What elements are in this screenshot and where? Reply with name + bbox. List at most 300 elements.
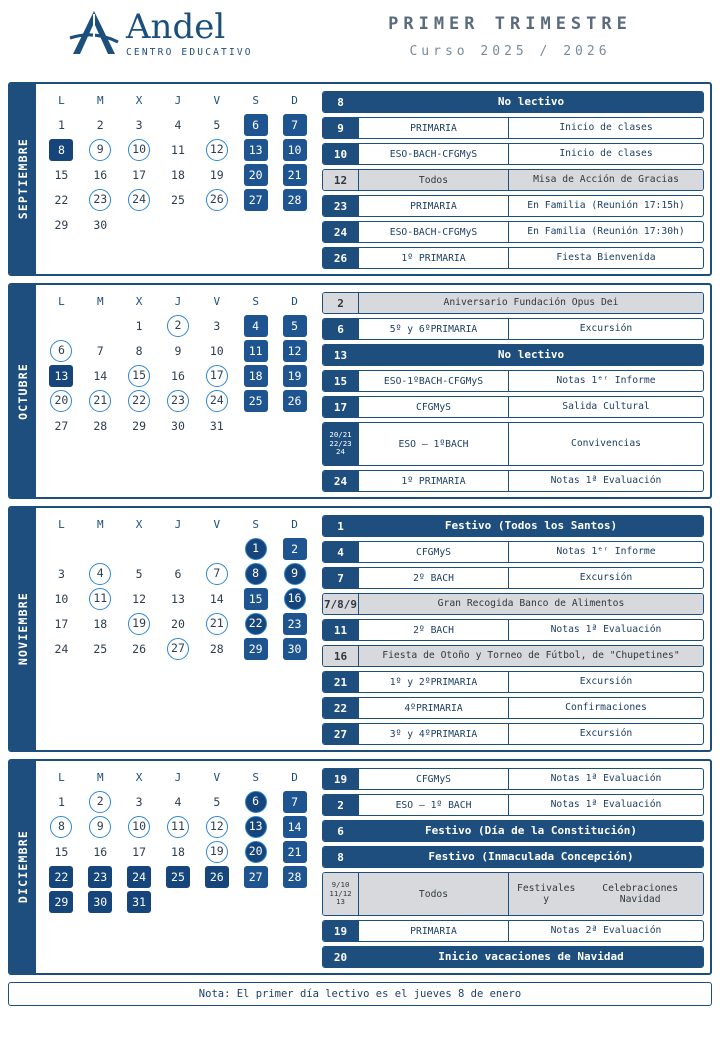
calendar-cell [197,561,236,586]
day-number[interactable]: 3 [135,117,143,132]
day-number[interactable]: 15 [244,588,268,610]
logo-name: Andel [126,7,226,47]
day-number[interactable]: 11 [167,816,189,838]
weekday-header: V [213,295,221,308]
day-number[interactable]: 18 [93,616,108,631]
day-number[interactable]: 16 [93,844,108,859]
event-date: 19 [323,769,359,789]
calendar-week-row [42,789,314,814]
day-number[interactable]: 9 [89,816,111,838]
day-number[interactable]: 22 [128,390,150,412]
day-number[interactable]: 5 [213,117,221,132]
event-row [322,221,704,243]
calendar-cell [81,636,120,661]
event-row [322,794,704,816]
day-empty [166,891,190,913]
event-row [322,946,704,968]
day-number[interactable]: 3 [57,566,65,581]
weekday-header: J [174,94,182,107]
calendar-week-row [42,636,314,661]
day-number[interactable]: 27 [244,189,268,211]
calendar-cell [81,413,120,438]
calendar-cell [236,162,275,187]
calendar-cell [197,338,236,363]
day-number[interactable]: 12 [132,591,147,606]
calendar-cell [275,536,314,561]
event-row [322,619,704,641]
weekday-header: J [174,295,182,308]
event-description: Gran Recogida Banco de Alimentos [359,594,703,614]
day-number[interactable]: 21 [283,164,307,186]
event-audience: Todos [359,170,509,190]
event-date: 16 [323,646,359,666]
day-number[interactable]: 21 [283,841,307,863]
event-description: Notas 1ª Evaluación [550,799,662,811]
day-number[interactable]: 7 [206,563,228,585]
month-label-text: SEPTIEMBRE [16,138,30,220]
calendar-cell [275,313,314,338]
calendar-week-row [42,611,314,636]
event-description: Misa de Acción de Gracias [509,170,703,190]
event-row [322,422,704,466]
day-number[interactable]: 15 [54,844,69,859]
day-number[interactable]: 4 [244,315,268,337]
event-date: 8 [323,847,359,867]
event-description: Confirmaciones [565,702,647,714]
event-audience: 5º y 6ºPRIMARIA [359,319,509,339]
day-number[interactable]: 2 [89,791,111,813]
event-date: 9 [323,118,359,138]
day-number[interactable]: 8 [49,139,73,161]
day-empty [283,415,307,437]
day-number[interactable]: 19 [128,613,150,635]
school-logo [8,8,308,60]
event-audience: CFGMyS [359,769,509,789]
day-number[interactable]: 28 [93,418,108,433]
month-block-septiembre [8,82,712,276]
event-audience: 1º PRIMARIA [359,248,509,268]
event-date: 21 [323,672,359,692]
day-number[interactable]: 14 [209,591,224,606]
calendar-cell [197,864,236,889]
day-number[interactable]: 3 [213,318,221,333]
logo-subtitle: CENTRO EDUCATIVO [126,47,253,58]
day-number[interactable]: 26 [283,390,307,412]
calendar-cell [159,363,198,388]
day-number[interactable]: 23 [167,390,189,412]
event-row [322,117,704,139]
day-number[interactable]: 6 [244,114,268,136]
event-description: Salida Cultural [562,401,650,413]
month-label [10,761,36,973]
event-date: 22 [323,698,359,718]
event-list [316,290,706,492]
calendar-cell [120,363,159,388]
day-number[interactable]: 24 [54,641,69,656]
calendar-cell [236,789,275,814]
calendar-cell [81,889,120,914]
calendar-cell [81,561,120,586]
calendar-cell [81,137,120,162]
day-number[interactable]: 2 [283,538,307,560]
calendar-cell [120,636,159,661]
day-number[interactable]: 25 [166,866,190,888]
day-number[interactable]: 11 [244,340,268,362]
weekday-header: D [291,295,298,308]
day-number[interactable]: 26 [205,866,229,888]
event-description: Notas 2ª Evaluación [550,925,662,937]
calendar-cell [81,586,120,611]
calendar-cell [120,137,159,162]
calendar-cell [236,137,275,162]
calendar-cell [236,864,275,889]
calendar-cell [120,388,159,413]
month-body [36,84,710,274]
event-row [322,697,704,719]
weekday-header: M [96,518,104,531]
month-label-text: NOVIEMBRE [16,592,30,666]
calendar-cell [275,789,314,814]
day-number[interactable]: 10 [128,816,150,838]
calendar-week-row [42,162,314,187]
page-header [8,0,712,82]
event-date: 23 [323,196,359,216]
calendar-cell [81,187,120,212]
day-number[interactable]: 5 [213,794,221,809]
day-number[interactable]: 1 [57,794,65,809]
calendar-cell [236,814,275,839]
day-number[interactable]: 28 [283,866,307,888]
day-number[interactable]: 11 [89,588,111,610]
calendar-cell [197,636,236,661]
day-number[interactable]: 16 [284,588,306,610]
day-number[interactable]: 21 [206,613,228,635]
day-number[interactable]: 24 [128,189,150,211]
day-number[interactable]: 7 [283,114,307,136]
event-audience: ESO – 1º BACH [359,795,509,815]
day-number[interactable]: 23 [88,866,112,888]
event-row [322,91,704,113]
day-number[interactable]: 20 [244,164,268,186]
event-audience: 1º PRIMARIA [359,471,509,491]
day-number[interactable]: 13 [245,816,267,838]
calendar-week-row [42,338,314,363]
calendar-cell [159,864,198,889]
event-description: Notas 1ᵉʳ Informe [556,546,656,558]
calendar-cell [81,162,120,187]
calendar-cell [275,137,314,162]
day-number[interactable]: 29 [49,891,73,913]
calendar-cell [120,112,159,137]
calendar-cell [275,839,314,864]
day-number[interactable]: 27 [167,638,189,660]
calendar-cell [275,212,314,237]
calendar-cell [275,363,314,388]
day-number[interactable]: 18 [244,365,268,387]
event-date: 11 [323,620,359,640]
logo-wordmark [126,7,253,58]
day-number[interactable]: 10 [128,139,150,161]
day-number[interactable]: 19 [283,365,307,387]
weekday-header: J [174,771,182,784]
event-row [322,396,704,418]
weekday-header: D [291,94,298,107]
calendar-cell [159,388,198,413]
event-audience: PRIMARIA [359,196,509,216]
day-number[interactable]: 25 [171,192,185,207]
day-number[interactable]: 26 [132,641,147,656]
day-number[interactable]: 25 [93,641,108,656]
event-description: En Familia (Reunión 17:15h) [527,200,685,212]
day-number[interactable]: 2 [96,117,104,132]
event-row [322,723,704,745]
day-number[interactable]: 4 [174,794,182,809]
day-number[interactable]: 24 [206,390,228,412]
calendar-cell [275,889,314,914]
calendar-grid [40,766,316,968]
day-number[interactable]: 5 [283,315,307,337]
event-audience: 2º BACH [359,620,509,640]
day-empty [127,214,151,236]
event-audience: CFGMyS [359,397,509,417]
day-number[interactable]: 15 [54,167,69,182]
event-row [322,470,704,492]
event-date: 1 [323,516,359,536]
day-number[interactable]: 1 [245,538,267,560]
calendar-cell [81,536,120,561]
event-row [322,567,704,589]
day-number[interactable]: 20 [245,841,267,863]
day-number[interactable]: 10 [283,139,307,161]
calendar-cell [275,611,314,636]
calendar-cell [275,187,314,212]
day-number[interactable]: 7 [283,791,307,813]
day-number[interactable]: 27 [244,866,268,888]
month-body [36,285,710,497]
event-row [322,671,704,693]
day-number[interactable]: 13 [171,591,185,606]
day-number[interactable]: 29 [54,217,69,232]
event-description: Inicio de clases [559,148,653,160]
day-number[interactable]: 10 [54,591,69,606]
event-description: En Familia (Reunión 17:30h) [527,226,685,238]
day-number[interactable]: 30 [88,891,112,913]
calendar-week-row [42,137,314,162]
weekday-header: D [291,771,298,784]
day-number[interactable]: 6 [50,340,72,362]
calendar-cell [120,561,159,586]
calendar-cell [197,313,236,338]
day-number[interactable]: 28 [283,189,307,211]
day-number[interactable]: 9 [89,139,111,161]
weekday-header: M [96,295,104,308]
day-number[interactable]: 20 [171,616,185,631]
calendar-cell [159,814,198,839]
calendar-cell [275,561,314,586]
calendar-cell [120,611,159,636]
event-date: 15 [323,371,359,391]
day-number[interactable]: 30 [171,418,185,433]
event-date: 9/10 11/12 13 [323,873,359,915]
calendar-cell [42,636,81,661]
day-number[interactable]: 6 [174,566,182,581]
calendar-cell [236,388,275,413]
day-number[interactable]: 3 [135,794,143,809]
calendar-cell [81,212,120,237]
event-row [322,143,704,165]
day-number[interactable]: 16 [93,167,108,182]
event-description: Inicio de clases [559,122,653,134]
day-number[interactable]: 21 [89,390,111,412]
day-number[interactable]: 17 [206,365,228,387]
calendar-cell [236,313,275,338]
day-number[interactable]: 23 [283,613,307,635]
event-description: No lectivo [359,345,703,365]
event-list [316,89,706,269]
day-number[interactable]: 18 [171,167,185,182]
calendar-cell [81,112,120,137]
day-empty [88,315,112,337]
day-number[interactable]: 4 [89,563,111,585]
day-number[interactable]: 10 [209,343,224,358]
calendar-cell [159,636,198,661]
day-number[interactable]: 1 [57,117,65,132]
day-number[interactable]: 14 [283,816,307,838]
weekday-header: S [252,771,259,784]
event-audience: 2º BACH [359,568,509,588]
day-number[interactable]: 7 [96,343,104,358]
day-number[interactable]: 29 [244,638,268,660]
calendar-cell [42,363,81,388]
calendar-cell [159,586,198,611]
calendar-cell [197,814,236,839]
calendar-cell [81,814,120,839]
day-empty [283,891,307,913]
calendar-cell [120,839,159,864]
event-row [322,768,704,790]
day-number[interactable]: 13 [244,139,268,161]
calendar-cell [236,561,275,586]
day-number[interactable]: 22 [49,866,73,888]
event-audience: PRIMARIA [359,118,509,138]
calendar-cell [159,789,198,814]
day-number[interactable]: 5 [135,566,143,581]
day-number[interactable]: 16 [171,368,185,383]
calendar-cell [197,789,236,814]
day-number[interactable]: 29 [132,418,147,433]
calendar-cell [159,338,198,363]
day-number[interactable]: 31 [209,418,224,433]
day-number[interactable]: 8 [135,343,143,358]
event-audience: ESO – 1ºBACH [359,423,509,465]
day-number[interactable]: 17 [54,616,69,631]
month-label-text: DICIEMBRE [16,830,30,904]
day-number[interactable]: 30 [93,217,108,232]
day-number[interactable]: 23 [89,189,111,211]
day-number[interactable]: 13 [49,365,73,387]
day-number[interactable]: 6 [245,791,267,813]
day-number[interactable]: 15 [128,365,150,387]
day-empty [127,538,151,560]
day-number[interactable]: 19 [206,841,228,863]
day-number[interactable]: 25 [244,390,268,412]
day-number[interactable]: 18 [171,844,185,859]
calendar-cell [159,162,198,187]
month-label [10,508,36,750]
day-number[interactable]: 12 [206,139,228,161]
event-date: 6 [323,821,359,841]
calendar-cell [42,864,81,889]
months-container [8,82,712,975]
calendar-cell [236,212,275,237]
calendar-cell [81,611,120,636]
event-date: 19 [323,921,359,941]
day-number[interactable]: 11 [171,142,185,157]
calendar-cell [42,839,81,864]
day-number[interactable]: 12 [206,816,228,838]
calendar-cell [120,814,159,839]
calendar-cell [120,586,159,611]
month-label [10,84,36,274]
day-number[interactable]: 14 [93,368,108,383]
day-number[interactable]: 20 [50,390,72,412]
day-number[interactable]: 8 [50,816,72,838]
calendar-cell [42,536,81,561]
event-audience: CFGMyS [359,542,509,562]
calendar-cell [197,212,236,237]
event-description: Aniversario Fundación Opus Dei [359,293,703,313]
day-number[interactable]: 31 [127,891,151,913]
day-number[interactable]: 22 [245,613,267,635]
day-number[interactable]: 4 [174,117,182,132]
day-number[interactable]: 9 [174,343,182,358]
day-number[interactable]: 22 [54,192,69,207]
calendar-cell [197,586,236,611]
event-audience: PRIMARIA [359,921,509,941]
calendar-cell [42,611,81,636]
day-number[interactable]: 19 [209,167,224,182]
calendar-cell [120,789,159,814]
day-number[interactable]: 28 [209,641,224,656]
day-number[interactable]: 26 [206,189,228,211]
event-description: Excursión [579,572,633,584]
day-number[interactable]: 12 [283,340,307,362]
calendar-grid [40,513,316,745]
calendar-cell [236,187,275,212]
day-number[interactable]: 1 [135,318,143,333]
day-empty [166,214,190,236]
day-number[interactable]: 9 [284,563,306,585]
day-number[interactable]: 27 [54,418,69,433]
calendar-cell [42,162,81,187]
day-number[interactable]: 30 [283,638,307,660]
calendar-cell [81,789,120,814]
calendar-cell [81,363,120,388]
day-number[interactable]: 17 [132,167,147,182]
calendar-cell [159,611,198,636]
day-number[interactable]: 24 [127,866,151,888]
calendar-cell [197,611,236,636]
weekday-header: X [135,94,143,107]
calendar-cell [159,536,198,561]
day-number[interactable]: 8 [245,563,267,585]
calendar-cell [197,536,236,561]
day-number[interactable]: 17 [132,844,147,859]
day-number[interactable]: 2 [167,315,189,337]
event-date: 10 [323,144,359,164]
event-date: 2 [323,293,359,313]
event-description: Festivo (Todos los Santos) [359,516,703,536]
